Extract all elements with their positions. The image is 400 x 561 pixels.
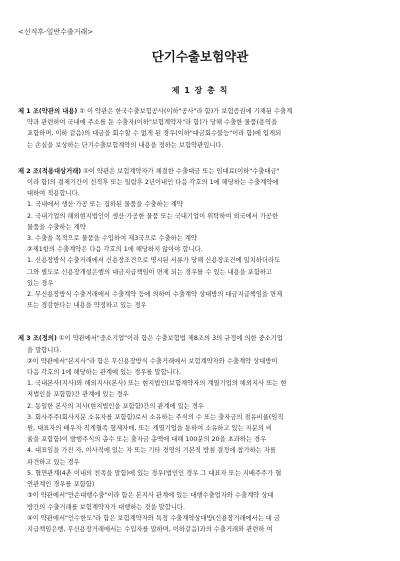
article-3-line-2: 을 말합니다. <box>27 346 62 354</box>
list-item: 있는 경우 <box>27 279 54 287</box>
list-item: 3. 수출을 목적으로 물품을 수입하여 제3국으로 수출하는 계약 <box>27 235 198 243</box>
list-item: 그와 별도로 신용장개설은행의 대금지급책임이 면제 되는 경우를 수 있는 내용을 포함하고 <box>27 268 273 276</box>
list-item: 파견하고 있는 경우 <box>27 458 80 466</box>
article-2-line-1: 제 2 조(적용대상거래) ①이 약관은 보험계약자가 체결한 수출대금 또는 임대료(이하"수출대금" <box>18 167 280 175</box>
article-1-line-3: 포함하며, 이하 같음)의 대금을 회수할 수 없게 된 경우(이하"대금회수불능"이라 함)에 입게되 <box>27 130 282 138</box>
list-item: 2. 무신용장방식 수출거래에서 수출계약 등에 의하여 수출계약 상대방의 대금지급책임을 면제 <box>27 291 283 299</box>
list-item: 1. 신용장방식 수출거래에서 신용장조건으로 명시된 서류가 당해 신용장조건에 일치하더라도 <box>27 257 281 265</box>
article-3 <box>18 333 384 535</box>
article-3-line-4: 다음 각호의 1에 해당하는 관계에 있는 경우를 말합니다. <box>27 369 181 377</box>
document-title: 단기수출보험약관 <box>151 49 249 64</box>
article-3-heading: 제 3 조(정의) <box>18 335 57 343</box>
article-2-items-2 <box>18 255 384 311</box>
article-2-paragraph-2: ②제1항의 수출계약은 다음 각호의 1에 해당하지 않아야 합니다. <box>27 246 203 254</box>
list-item: 2. 국내기업의 해외현지법인이 생산·가공한 물품 또는 국내기업이 위탁하여 외국에서 가공한 <box>27 212 279 220</box>
list-item: 연관계인 경우를 포함함) <box>27 481 95 489</box>
article-3-line-3: ②이 약관에서"본지사"라 함은 무신용장방식 수출거래에서 보험계약자와 수출계약 상대방이 <box>27 357 278 365</box>
list-item: 5. 혈연관계(4촌 이내의 친족을 말함)에 있는 경우(법인인 경우 그 대표자 또는 지배주주가 혈 <box>27 469 282 477</box>
document-tag: <선적후-일반수출거래> <box>18 28 94 36</box>
article-2 <box>18 166 384 312</box>
article-3-items <box>18 378 384 490</box>
list-item: 물품을 수출하는 계약 <box>27 223 86 231</box>
article-1-line-4: 는 손실을 보상하는 단기수출보험계약의 내용을 정하는 보험약관입니다. <box>27 141 224 149</box>
article-2-line-2: 이라 함)의 결제기간이 선적후 또는 일람후 2년이내인 다음 각호의 1에 해당하는 수출계약에 <box>27 179 279 187</box>
list-item: 1. 국내본사(지사)와 해외지사(본사) 또는 현지법인(보험계약자의 계열기업의 해외지사 또는 현 <box>27 380 287 388</box>
list-item: 지법인을 포함함)간 관계에 있는 경우 <box>27 391 129 399</box>
article-1 <box>18 106 384 151</box>
list-item: 1. 국내에서 생산·가공 또는 집하된 물품을 수출하는 계약 <box>27 201 183 209</box>
document-body <box>18 106 384 543</box>
list-item: 4. 대표임을 가진 자, 이사직에 있는 자 또는 기타 경영의 기본적 방침 결정에 참가하는 자를 <box>27 447 276 455</box>
list-item: 율을 포함함)이 발행주식의 총수 또는 출자금 총액에 대해 100분의 20을 초과하는 경우 <box>27 436 267 444</box>
article-1-line-1: 제 1 조(약관의 내용) ① 이 약관은 한국수출보험공사(이하"공사"라 함)가 보험증권에 기재된 수출계 <box>18 108 293 115</box>
article-3-line-1: 제 3 조(정의) ①이 약관에서"중소기업"이라 함은 수출보험법 제8조의 3의 규정에 의한 중소기업 <box>18 335 283 343</box>
list-item: 원, 대표자의 배우자 직계혈족 형제자매, 또는 계열기업을 통하여 소유하고 있는 지분의 비 <box>27 425 273 433</box>
article-3-paragraph-4-line-1: ④이 약관에서"인수한도"라 함은 보험계약자와 특정 수출계약상대방(신용장거래에서는 대 금 <box>27 514 280 522</box>
chapter-heading: 제 1 장 총 칙 <box>171 86 229 95</box>
article-3-paragraph-4-line-2: 지급책임은행, 무신용장거래에서는 수입자를 말하며, 이하같음)과의 수출거래와 관련하 여 <box>27 525 273 533</box>
list-item: 또는 경감한다는 내용을 약정하고 있는 경우 <box>27 302 147 310</box>
article-2-line-3: 대하여 적용합니다. <box>27 190 80 198</box>
article-1-heading: 제 1 조(약관의 내용) <box>18 108 78 115</box>
article-3-paragraph-3-line-2: 방간의 수출거래를 보험계약자가 대행하는 것을 말합니다. <box>27 503 185 511</box>
article-1-line-2: 약과 관련하여 국내에 주소를 둔 수출자(이하"보험계약자"라 함)가 당해 수출한 물품(용역을 <box>27 119 278 127</box>
list-item: 3. 회사주주(회사지분 소유자를 포함함)로서 소유하는 주식의 수 또는 출자금의 점유비율(임직 <box>27 413 284 421</box>
article-2-items <box>18 199 384 244</box>
article-2-heading: 제 2 조(적용대상거래) <box>18 167 82 175</box>
list-item: 2. 동일한 본사의 지사(현지법인을 포함함)간의 관계에 있는 경우 <box>27 402 205 410</box>
article-3-paragraph-3-line-1: ③이 약관에서"만손대행수출"이라 함은 본지사 관계에 있는 대행수출업자와 수출계약 상대 <box>27 492 274 500</box>
